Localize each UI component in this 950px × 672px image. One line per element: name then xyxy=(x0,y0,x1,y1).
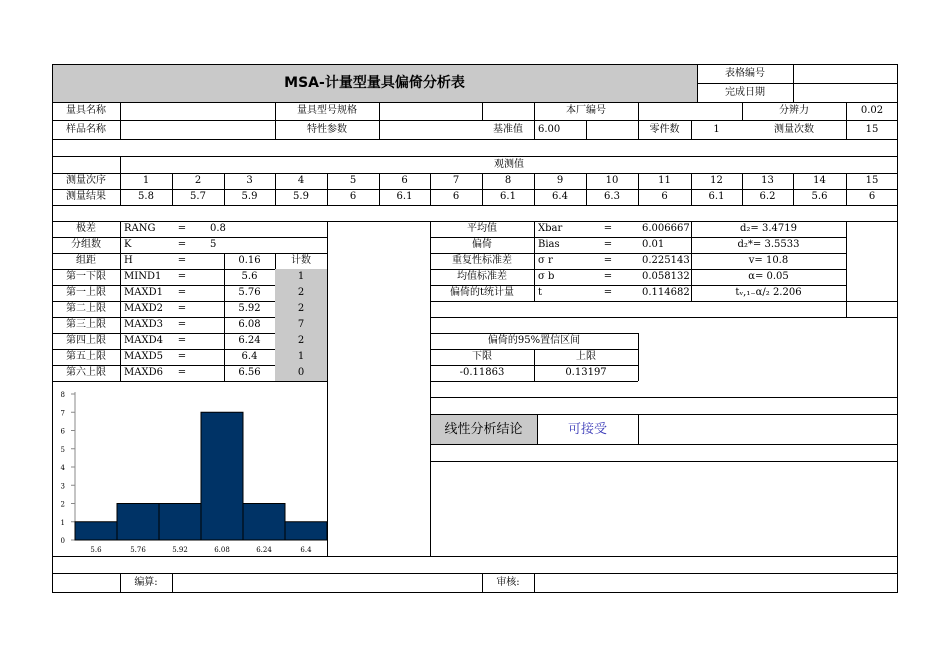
result-value[interactable]: 6.2 xyxy=(759,191,776,202)
trial-number: 10 xyxy=(605,175,619,186)
result-value[interactable]: 5.7 xyxy=(190,191,206,202)
sample-name-label: 样品名称 xyxy=(66,123,106,135)
bias-stat-side: d₂*= 3.5533 xyxy=(737,239,800,250)
bias-stat-value: 0.114682 xyxy=(642,287,690,298)
stat-value: 5.92 xyxy=(238,303,261,314)
gauge-model-label: 量具型号规格 xyxy=(297,105,357,116)
bin-count: 1 xyxy=(275,349,327,365)
gauge-name-label: 量具名称 xyxy=(66,105,106,116)
histogram-chart xyxy=(53,382,328,556)
stat-eq: = xyxy=(177,287,187,298)
result-value[interactable]: 6.1 xyxy=(708,191,725,202)
stat-symbol: MAXD2 xyxy=(124,303,163,314)
bias-stat-eq: = xyxy=(603,239,613,250)
result-value[interactable]: 6 xyxy=(452,191,460,202)
resolution-label: 分辨力 xyxy=(779,105,809,116)
trial-number: 1 xyxy=(142,175,150,186)
bias-stat-symbol: Xbar xyxy=(538,223,563,234)
histogram-bar xyxy=(117,504,159,541)
ref-value-label: 基准值 xyxy=(493,123,523,135)
stat-eq: = xyxy=(177,255,187,266)
bias-stat-label: 偏倚 xyxy=(472,239,492,250)
y-tick-label: 0 xyxy=(60,537,65,545)
trial-number: 12 xyxy=(710,175,723,186)
histogram-bar xyxy=(201,412,243,540)
compiled-label: 编算: xyxy=(134,577,158,588)
ci-upper-value: 0.13197 xyxy=(565,367,607,378)
compiled-field[interactable] xyxy=(172,573,482,593)
bias-stat-eq: = xyxy=(603,287,613,298)
stat-value: 5 xyxy=(210,239,217,250)
bias-stat-symbol: Bias xyxy=(538,239,560,250)
trial-number: 7 xyxy=(452,175,460,186)
trial-number: 2 xyxy=(194,175,202,186)
bias-stat-label: 均值标准差 xyxy=(457,271,507,282)
histogram-bar xyxy=(285,522,327,540)
bias-stat-side: tᵥ,₁₋α/₂ 2.206 xyxy=(735,287,802,298)
stat-label: 第一下限 xyxy=(66,271,106,282)
x-tick-label: 5.6 xyxy=(90,546,102,554)
stat-label: 第二上限 xyxy=(66,303,106,314)
bias-stat-label: 平均值 xyxy=(467,223,497,234)
stat-eq: = xyxy=(177,223,187,234)
form-title: MSA-计量型量具偏倚分析表 xyxy=(284,75,465,91)
stat-eq: = xyxy=(177,367,187,378)
bin-count: 0 xyxy=(275,365,327,381)
ci-title: 偏倚的95%置信区间 xyxy=(487,335,581,346)
y-tick-label: 7 xyxy=(60,409,65,418)
bias-stat-label: 偏倚的t统计量 xyxy=(449,287,515,298)
char-param-field[interactable] xyxy=(379,120,482,139)
x-tick-label: 5.76 xyxy=(130,546,146,554)
observed-header: 观测值 xyxy=(494,158,524,170)
stat-value: 0.16 xyxy=(238,255,261,266)
y-tick-label: 1 xyxy=(60,518,65,527)
bin-count: 2 xyxy=(275,301,327,317)
bias-stat-eq: = xyxy=(603,223,613,234)
stat-label: 第一上限 xyxy=(66,287,106,298)
bias-stat-value: 0.225143 xyxy=(642,255,690,266)
bias-stat-value: 0.058132 xyxy=(642,271,690,282)
trial-number: 3 xyxy=(246,175,253,186)
trial-number: 4 xyxy=(297,175,305,186)
stat-eq: = xyxy=(177,303,187,314)
bin-count: 2 xyxy=(275,333,327,349)
stat-eq: = xyxy=(177,319,187,330)
trials-label: 测量次数 xyxy=(774,123,814,135)
result-value[interactable]: 6 xyxy=(661,191,668,202)
review-field[interactable] xyxy=(534,573,898,593)
bias-stat-value: 6.006667 xyxy=(642,223,690,234)
stat-label: 组距 xyxy=(76,255,96,266)
form-no-field[interactable] xyxy=(793,64,898,83)
done-date-field[interactable] xyxy=(793,83,898,102)
bin-count: 2 xyxy=(275,285,327,301)
form-no-label: 表格编号 xyxy=(725,67,765,79)
bias-stat-side: v= 10.8 xyxy=(748,255,789,266)
stat-label: 第五上限 xyxy=(66,351,106,362)
trial-no-label: 测量次序 xyxy=(66,175,106,186)
done-date-label: 完成日期 xyxy=(725,86,765,98)
bias-stat-eq: = xyxy=(603,255,613,266)
trial-number: 14 xyxy=(813,175,826,186)
stat-value: 6.4 xyxy=(241,351,258,362)
bias-stat-symbol: σ b xyxy=(538,271,555,282)
stat-value: 6.24 xyxy=(238,335,261,346)
stat-eq: = xyxy=(177,351,187,362)
x-tick-label: 5.92 xyxy=(172,546,188,554)
char-param-label: 特性参数 xyxy=(307,123,347,135)
stat-value: 6.08 xyxy=(238,319,261,330)
result-value[interactable]: 5.9 xyxy=(293,191,309,202)
ref-value[interactable]: 6.00 xyxy=(538,123,561,135)
stat-symbol: MAXD5 xyxy=(124,351,163,362)
x-tick-label: 6.24 xyxy=(256,546,272,554)
stat-symbol: MAXD1 xyxy=(124,287,163,298)
result-value[interactable]: 6.4 xyxy=(552,191,568,202)
y-tick-label: 3 xyxy=(60,482,65,491)
conclusion-value[interactable]: 可接受 xyxy=(567,421,607,437)
x-tick-label: 6.08 xyxy=(214,546,230,554)
y-tick-label: 5 xyxy=(60,445,65,454)
bias-stat-label: 重复性标准差 xyxy=(452,255,512,266)
result-value[interactable]: 6.1 xyxy=(396,191,413,202)
parts-value[interactable]: 1 xyxy=(713,123,720,135)
result-value[interactable]: 6 xyxy=(349,191,357,202)
stat-value: 0.8 xyxy=(210,223,226,234)
stat-label: 第四上限 xyxy=(66,335,106,346)
sample-name-field[interactable] xyxy=(120,120,275,139)
stat-symbol: RANG xyxy=(124,223,156,234)
bias-stat-side: d₂= 3.4719 xyxy=(740,223,797,234)
y-tick-label: 4 xyxy=(60,464,65,472)
trial-number: 8 xyxy=(504,175,512,186)
stat-eq: = xyxy=(177,271,187,282)
stat-value: 6.56 xyxy=(238,367,261,378)
histogram-bar xyxy=(159,504,201,541)
histogram-bar xyxy=(75,522,117,540)
stat-label: 分组数 xyxy=(71,239,101,250)
bias-stat-symbol: σ r xyxy=(538,255,553,266)
bias-stat-side: α= 0.05 xyxy=(748,271,789,282)
result-value[interactable]: 6.1 xyxy=(500,191,516,202)
histogram-bar xyxy=(243,504,285,541)
factory-no-label: 本厂编号 xyxy=(566,105,606,116)
count-header: 计数 xyxy=(291,255,311,266)
stat-label: 极差 xyxy=(76,223,96,234)
bias-stat-eq: = xyxy=(603,271,613,282)
review-label: 审核: xyxy=(496,577,520,588)
stat-label: 第六上限 xyxy=(66,367,106,378)
stat-value: 5.6 xyxy=(241,271,258,282)
stat-symbol: MAXD3 xyxy=(124,319,163,330)
stat-eq: = xyxy=(177,239,187,250)
stat-symbol: MIND1 xyxy=(124,271,162,282)
bin-count: 1 xyxy=(275,269,327,285)
gauge-model-field[interactable] xyxy=(379,102,534,120)
resolution-value[interactable]: 0.02 xyxy=(860,105,884,116)
stat-symbol: H xyxy=(124,255,133,266)
stat-symbol: K xyxy=(124,239,132,250)
y-tick-label: 2 xyxy=(60,500,65,509)
ci-upper-label: 上限 xyxy=(576,351,596,362)
stat-symbol: MAXD4 xyxy=(124,335,163,346)
trial-number: 11 xyxy=(658,175,671,186)
bias-stat-symbol: t xyxy=(538,287,543,298)
bias-stat-value: 0.01 xyxy=(642,239,665,250)
trial-number: 9 xyxy=(556,175,564,186)
trial-number: 6 xyxy=(401,175,408,186)
parts-label: 零件数 xyxy=(649,123,680,135)
stat-value: 5.76 xyxy=(238,287,261,298)
x-tick-label: 6.4 xyxy=(300,546,312,554)
bin-count: 7 xyxy=(275,317,327,333)
trials-value[interactable]: 15 xyxy=(865,123,879,135)
ci-lower-value: -0.11863 xyxy=(459,367,505,378)
trial-number: 15 xyxy=(865,175,879,186)
ci-lower-label: 下限 xyxy=(472,351,492,362)
result-value[interactable]: 5.9 xyxy=(241,191,258,202)
result-value[interactable]: 5.8 xyxy=(138,191,154,202)
trial-number: 5 xyxy=(349,175,357,186)
stat-label: 第三上限 xyxy=(66,319,106,330)
result-label: 测量结果 xyxy=(66,191,106,202)
gauge-name-field[interactable] xyxy=(120,102,275,120)
result-value[interactable]: 6 xyxy=(868,191,876,202)
y-tick-label: 6 xyxy=(60,427,65,436)
y-tick-label: 8 xyxy=(60,391,65,399)
result-value[interactable]: 5.6 xyxy=(811,191,828,202)
factory-no-field[interactable] xyxy=(638,102,742,120)
trial-number: 13 xyxy=(761,175,774,186)
result-value[interactable]: 6.3 xyxy=(604,191,620,202)
stat-eq: = xyxy=(177,335,187,346)
stat-symbol: MAXD6 xyxy=(124,367,163,378)
conclusion-label: 线性分析结论 xyxy=(444,421,523,437)
